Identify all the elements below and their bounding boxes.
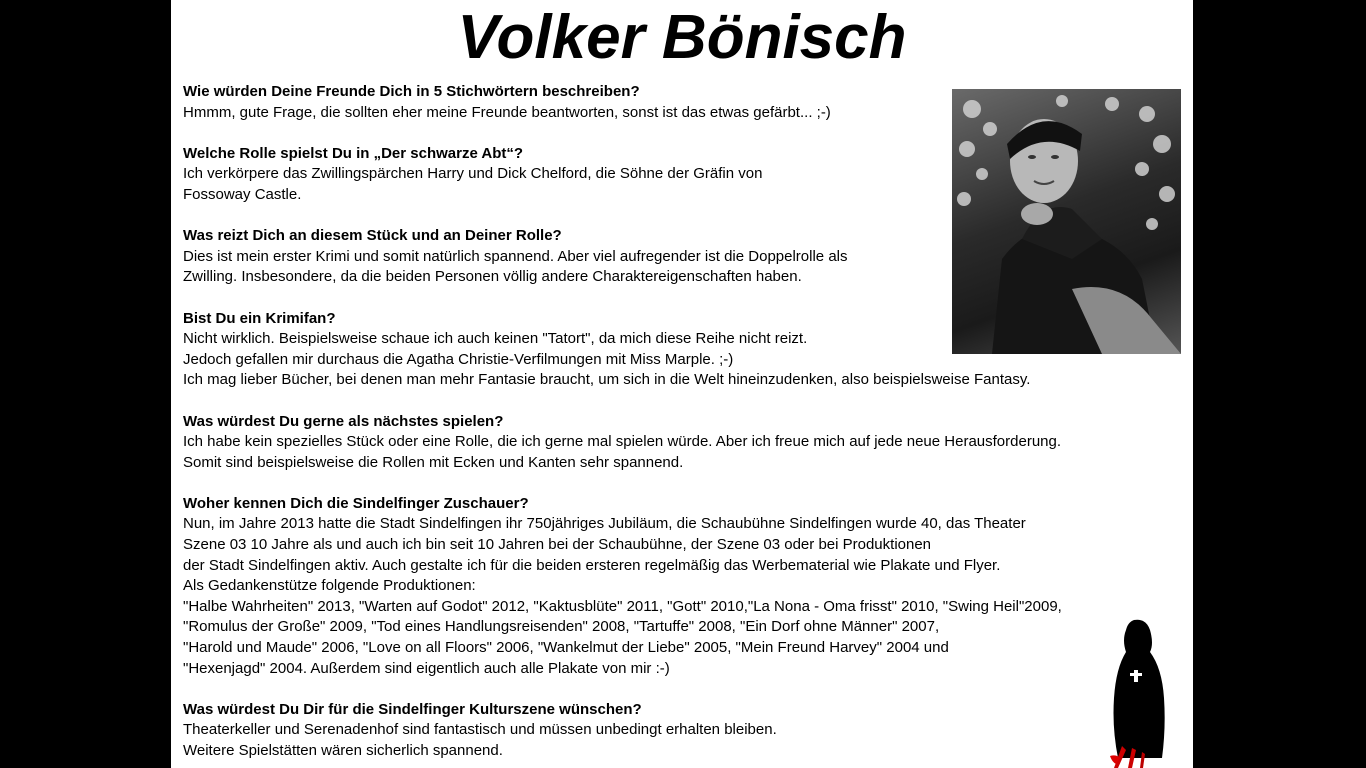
answer-line: Szene 03 10 Jahre als und auch ich bin seit 10 Jahren bei der Schaubühne, der Szene 03 oder bei Produktionen [183,536,932,554]
answer-line: Nun, im Jahre 2013 hatte die Stadt Sindelfingen ihr 750jähriges Jubiläum, die Schaubühne Sindelfingen wurde 40, das Theater [183,515,1026,533]
answer-line: Jedoch gefallen mir durchaus die Agatha Christie-Verfilmungen mit Miss Marple. ;-) [183,350,734,368]
interview-content [183,82,1193,768]
question: Bist Du ein Krimifan? [183,309,336,327]
answer-line: Ich habe kein spezielles Stück oder eine Rolle, die ich gerne mal spielen würde. Aber ich freue mich auf jede neue Herausforderung. [183,433,1062,451]
answer-line: Weitere Spielstätten wären sicherlich spannend. [183,742,503,759]
qa-section [183,412,1193,474]
answer-line: "Harold und Maude" 2006, "Love on all Floors" 2006, "Wankelmut der Liebe" 2005, "Mein Freund Harvey" 2004 und [183,639,949,657]
qa-section [183,494,1193,679]
qa-section [183,309,1193,391]
document-page [171,0,1193,768]
question: Was reizt Dich an diesem Stück und an Deiner Rolle? [183,227,562,245]
black-abbot-logo [1106,618,1170,768]
qa-section [183,226,1193,288]
monk-icon [1106,618,1170,768]
answer-line: Somit sind beispielsweise die Rollen mit Ecken und Kanten sehr spannend. [183,453,684,471]
page-title: Volker Bönisch [457,3,907,72]
question: Woher kennen Dich die Sindelfinger Zuschauer? [183,494,529,512]
answer-line: Als Gedankenstütze folgende Produktionen: [183,577,476,595]
question: Was würdest Du Dir für die Sindelfinger Kulturszene wünschen? [183,700,642,718]
answer-line: Fossoway Castle. [183,185,302,203]
question: Wie würden Deine Freunde Dich in 5 Stichwörtern beschreiben? [183,83,640,100]
answer-line: der Stadt Sindelfingen aktiv. Auch gestalte ich für die beiden ersteren regelmäßig das Werbematerial wie Plakate und Flyer. [183,556,1001,574]
answer-line: Ich mag lieber Bücher, bei denen man mehr Fantasie braucht, um sich in die Welt hineinzudenken, also beispielsweise Fantasy. [183,371,1031,389]
answer-line: Theaterkeller und Serenadenhof sind fantastisch und müssen unbedingt erhalten bleiben. [183,721,777,739]
qa-section [183,82,1193,123]
answer-line: Dies ist mein erster Krimi und somit natürlich spannend. Aber viel aufregender ist die Doppelrolle als [183,247,848,265]
answer-line: Nicht wirklich. Beispielsweise schaue ich auch keinen "Tatort", da mich diese Reihe nicht reizt. [183,330,808,348]
answer-line: "Hexenjagd" 2004. Außerdem sind eigentlich auch alle Plakate von mir :-) [183,659,670,677]
answer-line: "Romulus der Große" 2009, "Tod eines Handlungsreisenden" 2008, "Tartuffe" 2008, "Ein Dorf ohne Männer" 2007, [183,618,940,636]
question: Welche Rolle spielst Du in „Der schwarze Abt“? [183,144,524,162]
answer-line: Ich verkörpere das Zwillingspärchen Harry und Dick Chelford, die Söhne der Gräfin von [183,165,763,183]
answer-line: Hmmm, gute Frage, die sollten eher meine Freunde beantworten, sonst ist das etwas gefärbt... ;-) [183,103,831,121]
qa-section [183,144,1193,206]
qa-section [183,700,1193,762]
answer-line: Zwilling. Insbesondere, da die beiden Personen völlig andere Charaktereigenschaften haben. [183,268,802,286]
question: Was würdest Du gerne als nächstes spielen? [183,412,504,430]
answer-line: "Halbe Wahrheiten" 2013, "Warten auf Godot" 2012, "Kaktusblüte" 2011, "Gott" 2010,"La Nona - Oma frisst" 2010, "Swing Heil"2009, [183,597,1062,615]
